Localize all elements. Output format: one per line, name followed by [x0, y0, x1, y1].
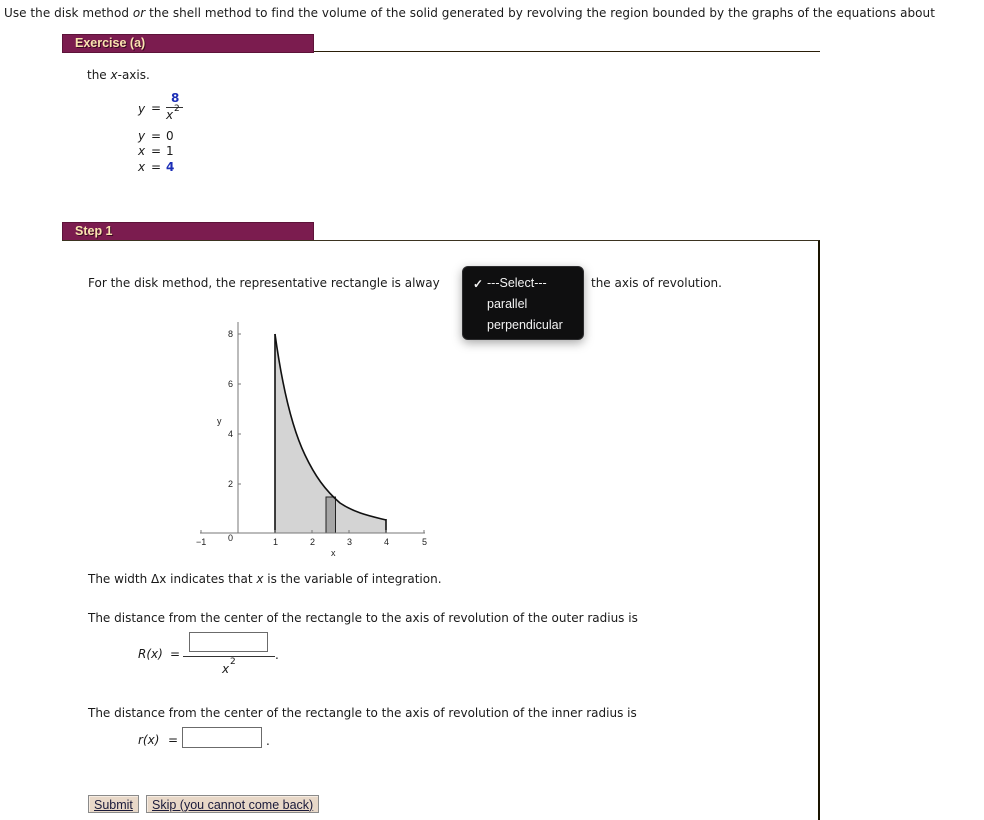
step-1-header [62, 222, 314, 241]
eq3-lhs: x [138, 144, 146, 158]
eq1-denominator: x [166, 108, 174, 122]
delta-x: Δx [151, 572, 167, 586]
svg-text:2: 2 [228, 479, 234, 489]
width-sentence [88, 572, 442, 586]
eq2-lhs: y [138, 129, 146, 143]
sentence-post [591, 276, 722, 290]
width-mid: indicates that [166, 572, 257, 586]
eq3-rhs: 1 [166, 144, 174, 158]
svg-text:0: 0 [228, 533, 234, 543]
outer-equals: = [170, 647, 181, 661]
outer-radius-text: The distance from the center of the rectangle to the axis of revolution of the outer radius is [88, 611, 638, 625]
option-select[interactable]: ---Select--- [487, 276, 547, 290]
eq3-equals: = [151, 144, 162, 158]
rectangle-orientation-sentence [88, 276, 440, 290]
exercise-header [62, 34, 314, 53]
orientation-select-menu[interactable] [462, 266, 584, 340]
axis-statement [87, 68, 150, 82]
width-post: is the variable of integration. [263, 572, 442, 586]
eq2-rhs: 0 [166, 129, 174, 143]
svg-text:4: 4 [228, 429, 234, 439]
svg-text:4: 4 [384, 537, 390, 547]
eq4-equals: = [151, 160, 162, 174]
exercise-divider [314, 51, 820, 52]
equations-block [138, 91, 198, 181]
svg-text:5: 5 [422, 537, 428, 547]
axis-var: x [110, 68, 118, 82]
checkmark-icon: ✓ [473, 277, 484, 291]
inner-equals: = [168, 733, 179, 747]
inner-radius-label: r(x) [138, 733, 160, 747]
inner-period: . [266, 734, 270, 748]
sentence-post-text: the axis of revolution. [591, 276, 722, 290]
svg-text:1: 1 [273, 537, 279, 547]
axis-text-post: -axis. [117, 68, 150, 82]
svg-text:6: 6 [228, 379, 234, 389]
outer-radius-label: R(x) [138, 647, 163, 661]
svg-text:8: 8 [228, 329, 234, 339]
exercise-header-label: Exercise (a) [75, 36, 146, 50]
outer-radius-numerator-input[interactable] [189, 632, 268, 652]
intro-text-1: Use the disk method [4, 6, 133, 20]
outer-radius-sentence [88, 611, 638, 625]
width-pre: The width [88, 572, 152, 586]
outer-exponent: 2 [230, 657, 236, 667]
step-1-header-label: Step 1 [75, 224, 113, 238]
svg-text:y: y [217, 416, 222, 426]
submit-button[interactable]: Submit [88, 795, 139, 813]
outer-fraction-bar [183, 656, 275, 657]
svg-text:x: x [331, 548, 336, 558]
intro-text-2: the shell method to find the volume of the solid generated by revolving the region bounded by the graphs of the equations about [145, 6, 935, 20]
inner-radius-input[interactable] [182, 727, 262, 748]
svg-text:−1: −1 [196, 537, 207, 547]
inner-radius-sentence [88, 706, 637, 720]
svg-text:2: 2 [310, 537, 316, 547]
sentence-pre: For the disk method, the representative rectangle is alway [88, 276, 440, 290]
eq4-lhs: x [138, 160, 146, 174]
skip-button[interactable]: Skip (you cannot come back) [146, 795, 319, 813]
option-perpendicular[interactable]: perpendicular [487, 318, 563, 332]
eq2-equals: = [151, 129, 162, 143]
option-parallel[interactable]: parallel [487, 297, 528, 311]
inner-radius-text: The distance from the center of the rectangle to the axis of revolution of the inner radius is [88, 706, 637, 720]
width-var: x [256, 572, 264, 586]
axis-text-pre: the [87, 68, 111, 82]
outer-denominator: x [222, 662, 230, 676]
eq1-lhs: y [138, 102, 146, 116]
representative-rectangle [326, 497, 336, 533]
outer-period: . [275, 648, 279, 662]
problem-statement [4, 6, 935, 20]
intro-emphasis: or [132, 6, 146, 20]
svg-text:3: 3 [347, 537, 353, 547]
eq1-numerator: 8 [171, 91, 180, 105]
eq1-exponent: 2 [174, 104, 180, 114]
eq1-equals: = [151, 101, 162, 115]
region-graph [190, 320, 440, 565]
eq4-rhs: 4 [166, 160, 175, 174]
